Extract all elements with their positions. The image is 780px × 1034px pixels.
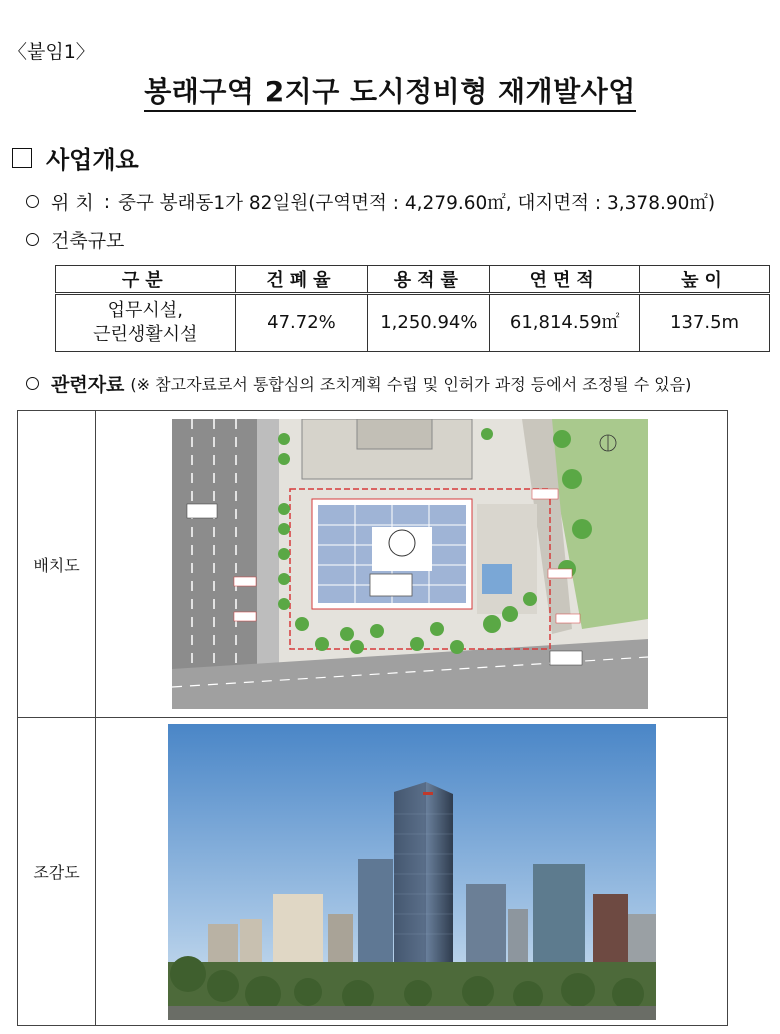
related-materials-note: (※ 참고자료로서 통합심의 조치계획 수립 및 인허가 과정 등에서 조정될 수 있음)	[130, 375, 692, 394]
aerial-view-row	[18, 718, 727, 1025]
document-title-text: 봉래구역 2지구 도시정비형 재개발사업	[144, 75, 636, 112]
table-header: 구분	[56, 266, 236, 294]
building-scale-label: 건축규모	[51, 230, 125, 252]
site-plan-drawing	[172, 419, 648, 709]
location-item	[26, 188, 715, 215]
section-heading-text: 사업개요	[46, 146, 139, 174]
table-cell-height: 137.5m	[640, 294, 770, 352]
aerial-view-image	[168, 724, 656, 1020]
circle-bullet-icon	[26, 377, 39, 390]
table-header-row	[56, 266, 770, 294]
use-line-1: 업무시설,	[107, 300, 183, 321]
table-header: 건폐율	[235, 266, 368, 294]
aerial-view-label: 조감도	[18, 718, 96, 1025]
reference-materials-table	[17, 410, 728, 1026]
section-heading	[12, 140, 139, 175]
table-cell-coverage: 47.72%	[235, 294, 368, 352]
checkbox-square-icon	[12, 148, 32, 168]
aerial-view-drawing	[168, 724, 656, 1020]
attachment-label: 〈붙임1〉	[8, 41, 95, 63]
table-cell-use	[56, 294, 236, 352]
table-cell-far: 1,250.94%	[368, 294, 490, 352]
site-plan-image	[172, 419, 648, 709]
site-plan-label: 배치도	[18, 411, 96, 717]
location-colon: :	[103, 190, 111, 213]
related-materials-item	[26, 370, 691, 397]
circle-bullet-icon	[26, 195, 39, 208]
building-scale-item	[26, 226, 124, 253]
table-header: 연면적	[490, 266, 640, 294]
table-header: 용적률	[368, 266, 490, 294]
table-row	[56, 294, 770, 352]
use-line-2: 근린생활시설	[93, 324, 198, 345]
document-title	[0, 70, 780, 110]
site-plan-row	[18, 411, 727, 718]
location-value: 중구 봉래동1가 82일원(구역면적 : 4,279.60㎡, 대지면적 : 3,378.90㎡)	[118, 192, 716, 214]
table-header: 높이	[640, 266, 770, 294]
table-cell-gross-area: 61,814.59㎡	[490, 294, 640, 352]
circle-bullet-icon	[26, 233, 39, 246]
location-label: 위 치	[51, 192, 94, 214]
related-materials-label: 관련자료	[51, 374, 125, 396]
building-scale-table	[55, 265, 770, 352]
